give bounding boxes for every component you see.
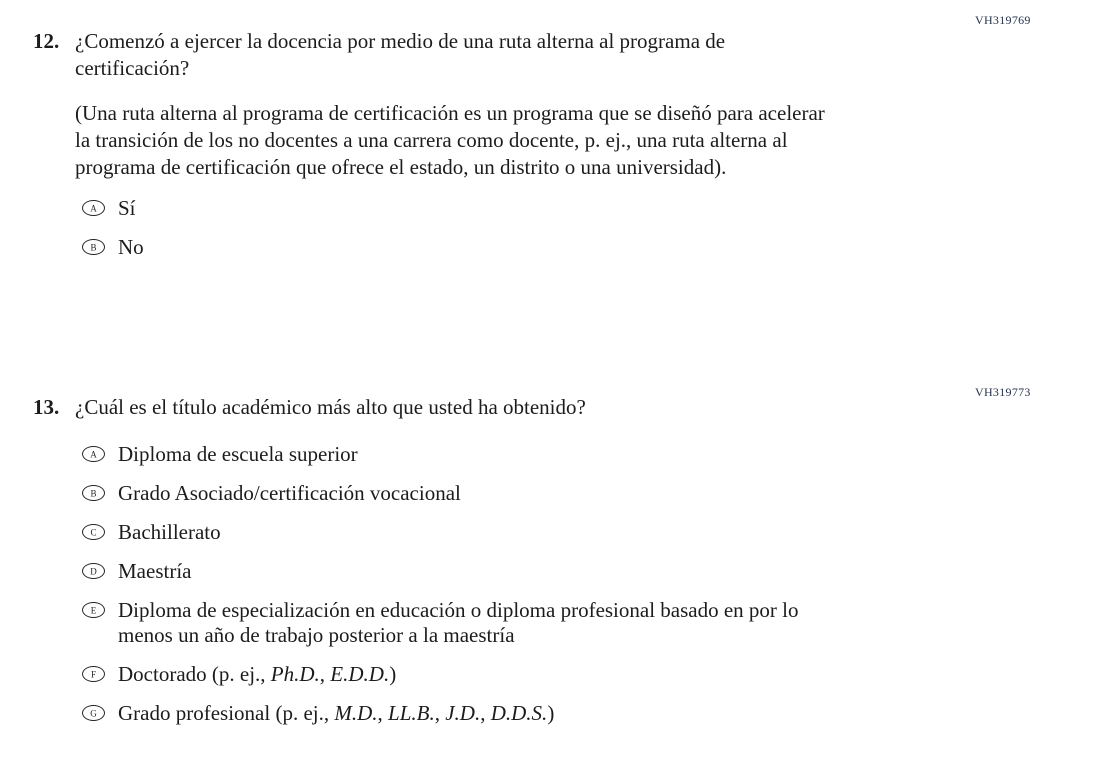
answer-bubble-b[interactable] — [82, 485, 105, 501]
option-label — [118, 520, 221, 545]
question-12-prompt-row — [33, 28, 725, 82]
answer-bubble-b[interactable] — [82, 239, 105, 255]
option-row-a — [82, 442, 799, 467]
option-label-line: Bachillerato — [118, 520, 221, 544]
item-code: VH319773 — [975, 385, 1031, 399]
question-prompt — [75, 28, 725, 82]
answer-bubble-d[interactable] — [82, 563, 105, 579]
item-code: VH319769 — [975, 13, 1031, 27]
answer-bubble-a[interactable] — [82, 446, 105, 462]
text-line: (Una ruta alterna al programa de certificación es un programa que se diseñó para acelerar — [75, 101, 825, 125]
answer-bubble-g[interactable] — [82, 705, 105, 721]
option-label-line: Grado Asociado/certificación vocacional — [118, 481, 461, 505]
option-row-b — [82, 235, 144, 260]
bubble-letter: B — [90, 488, 97, 498]
question-note — [75, 100, 825, 181]
bubble-letter: E — [90, 605, 97, 615]
option-row-d — [82, 559, 799, 584]
option-row-g — [82, 701, 799, 726]
option-label-line: Diploma de especialización en educación o diploma profesional basado en por lo — [118, 598, 799, 622]
answer-bubble-a[interactable] — [82, 200, 105, 216]
option-label — [118, 598, 799, 648]
option-label — [118, 662, 396, 687]
answer-bubble-f[interactable] — [82, 666, 105, 682]
option-row-c — [82, 520, 799, 545]
option-row-b — [82, 481, 799, 506]
bubble-letter: D — [90, 566, 97, 576]
bubble-letter: A — [90, 449, 97, 459]
option-label-line: Doctorado (p. ej., Ph.D., E.D.D.) — [118, 662, 397, 686]
option-label — [118, 235, 144, 260]
question-prompt — [75, 394, 586, 421]
option-row-e — [82, 598, 799, 648]
option-label — [118, 701, 554, 726]
option-label-line: No — [118, 235, 144, 259]
bubble-letter: A — [90, 203, 97, 213]
option-label — [118, 559, 191, 584]
option-row-a — [82, 196, 144, 221]
bubble-letter: C — [90, 527, 97, 537]
option-label — [118, 196, 136, 221]
answer-bubble-c[interactable] — [82, 524, 105, 540]
text-line: programa de certificación que ofrece el estado, un distrito o una universidad). — [75, 155, 727, 179]
option-label — [118, 442, 358, 467]
question-number: 13. — [33, 395, 60, 419]
options-list — [82, 442, 799, 726]
bubble-letter: B — [90, 242, 97, 252]
option-label-line: Maestría — [118, 559, 192, 583]
question-13-prompt-row — [33, 394, 586, 421]
option-label-line: Sí — [118, 196, 136, 220]
text-line: la transición de los no docentes a una carrera como docente, p. ej., una ruta alterna al — [75, 128, 788, 152]
text-line: certificación? — [75, 56, 190, 80]
answer-bubble-e[interactable] — [82, 602, 105, 618]
option-label-line: Diploma de escuela superior — [118, 442, 358, 466]
option-label — [118, 481, 461, 506]
text-line: ¿Comenzó a ejercer la docencia por medio de una ruta alterna al programa de — [75, 29, 726, 53]
option-label-line: menos un año de trabajo posterior a la maestría — [118, 623, 515, 647]
options-list — [82, 196, 144, 260]
question-number: 12. — [33, 29, 60, 53]
bubble-letter: F — [90, 669, 96, 679]
text-line: ¿Cuál es el título académico más alto que usted ha obtenido? — [75, 395, 586, 419]
option-label-line: Grado profesional (p. ej., M.D., LL.B., J.D., D.D.S.) — [118, 701, 555, 725]
option-row-f — [82, 662, 799, 687]
bubble-letter: G — [90, 708, 97, 718]
